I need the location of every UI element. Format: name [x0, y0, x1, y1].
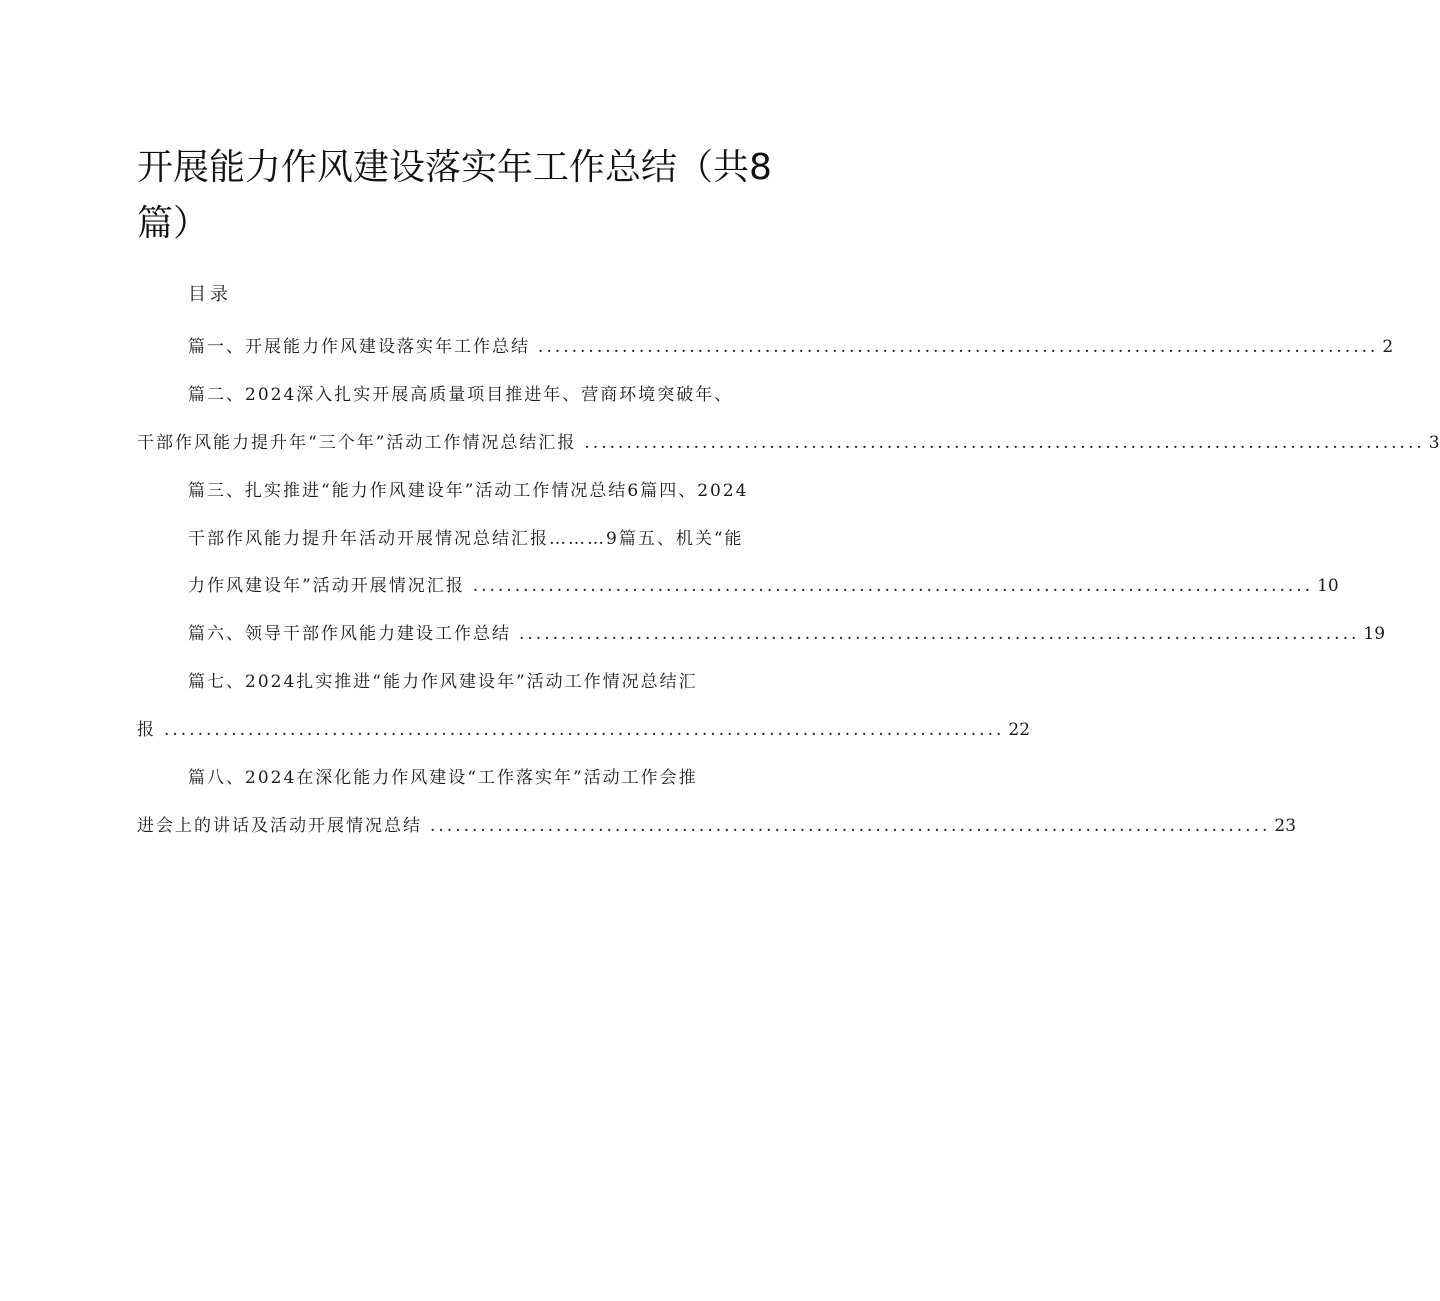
toc-entry-8-line-2[interactable] [137, 812, 1297, 840]
toc-entry-page: 2 [1382, 337, 1394, 357]
toc-entry-2-line-1[interactable]: 篇二、2024深入扎实开展高质量项目推进年、营商环境突破年、 [188, 385, 734, 405]
dot-leader: .................................................................................................... [538, 337, 1379, 357]
toc-entry-text: 进会上的讲话及活动开展情况总结 [137, 816, 422, 836]
toc-entry-page: 22 [1008, 720, 1031, 740]
toc-heading: 目录 [188, 284, 232, 305]
dot-leader: .................................................................................................... [472, 576, 1314, 596]
toc-entry-text: 干部作风能力提升年“三个年”活动工作情况总结汇报 [137, 433, 577, 453]
toc-entry-text: 篇六、领导干部作风能力建设工作总结 [188, 624, 511, 644]
toc-entry-page: 19 [1363, 624, 1386, 644]
toc-entry-2-line-2[interactable] [137, 429, 1440, 457]
toc-entry-7-line-2[interactable] [137, 716, 1031, 744]
document-title-line-2: 篇） [137, 203, 210, 244]
toc-entry-page: 10 [1317, 576, 1339, 596]
toc-entry-8-line-1[interactable]: 篇八、2024在深化能力作风建设“工作落实年”活动工作会推 [188, 768, 698, 788]
toc-entry-1[interactable] [188, 333, 1394, 361]
document-title [137, 140, 777, 252]
toc-entry-page: 3 [1428, 433, 1440, 453]
dot-leader: .................................................................................................... [164, 720, 1005, 740]
toc-entry-5-line-2[interactable] [188, 572, 1339, 600]
toc-entry-6[interactable] [188, 620, 1386, 648]
toc-entry-text: 力作风建设年”活动开展情况汇报 [188, 576, 465, 596]
toc-entry-7-line-1[interactable]: 篇七、2024扎实推进“能力作风建设年”活动工作情况总结汇 [188, 672, 698, 692]
toc-entry-4-line-1[interactable]: 干部作风能力提升年活动开展情况总结汇报………9篇五、机关“能 [188, 529, 744, 549]
dot-leader: .................................................................................................... [584, 433, 1425, 453]
toc-entry-3-line-1[interactable]: 篇三、扎实推进“能力作风建设年”活动工作情况总结6篇四、2024 [188, 481, 749, 501]
toc-entry-text: 报 [137, 720, 156, 740]
dot-leader: .................................................................................................... [430, 816, 1271, 836]
toc-entry-page: 23 [1274, 816, 1297, 836]
dot-leader: .................................................................................................... [519, 624, 1360, 644]
document-title-line-1: 开展能力作风建设落实年工作总结（共8 [137, 147, 772, 188]
toc-entry-text: 篇一、开展能力作风建设落实年工作总结 [188, 337, 530, 357]
